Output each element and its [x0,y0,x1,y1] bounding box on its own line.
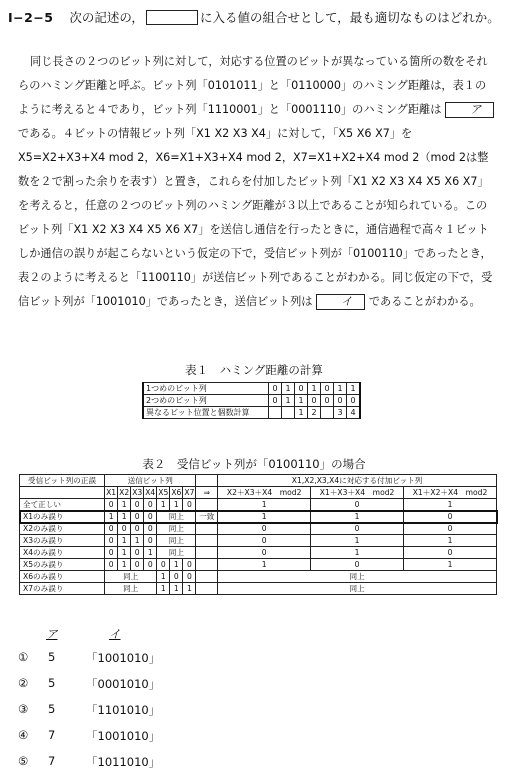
table1-cell: 1 [282,395,295,407]
table2-bit-cell: 0 [105,547,118,559]
table2-bit-cell: 1 [144,547,157,559]
choice-i-value: 「1011010」 [86,755,161,769]
table2-bit-cell: 1 [170,499,183,511]
table2-same-cell: 同上 [157,511,196,523]
paragraph-part-1: 同じ長さの２つのビット列に対して，対応する位置のビットが異なっている箇所の数をそれらのハミング距離と呼ぶ。ビット列「0101011」と「0110000」のハミング距離は，表１のように考えると４であり，ビット列「1110001」と「0001110」のハミング距離は [18,55,488,116]
table2-bit-cell: 0 [105,499,118,511]
table2-arrow-cell [196,547,218,559]
table1-row-label: 1つめのビット列 [143,383,269,395]
col-parity-bits: X1,X2,X3,X4に対応する付加ビット列 [218,475,497,487]
table2-parity-cell: 1 [404,535,497,547]
choice-i-value: 「1001010」 [86,651,161,665]
table2-parity-cell: 0 [404,547,497,559]
table2-arrow-cell [196,523,218,535]
table1-cell: 0 [295,383,308,395]
table2-match-cell: 一致 [196,511,218,523]
table2-arrow-cell [196,559,218,571]
table2-bit-cell: 0 [157,559,170,571]
table1-row [143,407,360,419]
table2-same-cell: 同上 [157,535,196,547]
hdr-bit: X5 [158,488,169,497]
table2-row-label: X7のみ誤り [20,583,105,595]
table2-row [20,523,497,535]
table1-cell: 1 [347,383,361,395]
table2-parity-cell: 0 [404,523,497,535]
hdr-arrow: ⇒ [196,487,218,499]
hdr-bit: X6 [171,488,182,497]
table1-cell: 0 [334,395,347,407]
col-correctness: 受信ビット列の正誤 [20,475,105,487]
hdr-bit: X3 [132,488,143,497]
table2-bit-cell: 1 [157,571,170,583]
table2-row [20,583,497,595]
table2-row [20,571,497,583]
table2-same-cell: 同上 [157,523,196,535]
table2-row-label: X2のみ誤り [20,523,105,535]
table1-cell: 2 [308,407,321,419]
choice-number: ④ [18,728,29,742]
table2-bit-cell: 0 [118,523,131,535]
table2-bit-cell: 0 [144,535,157,547]
choice-a-value: 5 [48,650,56,664]
table2-bit-cell: 0 [131,559,144,571]
table2-parity-cell: 1 [311,535,404,547]
table1-cell: 0 [269,395,282,407]
table1-cell: 1 [282,383,295,395]
table2-parity-cell: 1 [404,559,497,571]
table2-parity-cell: 0 [218,523,311,535]
hdr-bit: X7 [184,488,195,497]
table2-bit-cell: 1 [131,535,144,547]
table2-row-label: X6のみ誤り [20,571,105,583]
choice-a-value: 7 [48,728,56,742]
table2-row-label: X5のみ誤り [20,559,105,571]
table2-row [20,511,497,523]
table2-parity-cell: 0 [311,559,404,571]
table2-parity-cell: 0 [404,511,497,523]
table2-row-label: X3のみ誤り [20,535,105,547]
table2-same-cell: 同上 [105,583,157,595]
hdr-bit: X2 [119,488,130,497]
table2-parity-cell: 1 [311,547,404,559]
table2-bit-cell: 1 [118,547,131,559]
table2-row [20,559,497,571]
choices-header-i: イ [109,627,121,641]
table2-same-cell: 同上 [218,571,497,583]
table1-cell [282,407,295,419]
choice-a-value: 5 [48,676,56,690]
table2-parity-cell: 0 [218,535,311,547]
question-number: I−2−5 [8,10,54,25]
question-text-before: 次の記述の， [69,10,144,25]
table2-parity-cell: 1 [218,559,311,571]
paragraph-part-2: である。４ビットの情報ビット列「X1 X2 X3 X4」に対して，「X5 X6 X7」を X5=X2+X3+X4 mod 2，X6=X1+X3+X4 mod 2，X7=X1+X2+X4 mod 2（mod 2は整数を２で割った余りを表す）と置き，これらを付加したビット列「X1 X2 X3 X4 X5 X6 X7」を考えると，任意の２つのビット列のハミング距離が３以上であることが知られている。このビット列「X1 X2 X3 X4 X5 X6 X7」を送信し通信を行ったときに，通信過程で高々１ビットしか通信の誤りが起こらないという仮定の下で，受信ビット列が「0100110」であったとき，表２のように考えると「1100110」が送信ビット列であることがわかる。同じ仮定の下で，受信ビット列が「1001010」であったとき，送信ビット列は [18,127,493,308]
table2-row [20,547,497,559]
table2-bit-cell: 0 [183,499,196,511]
table1-row-label: 2つめのビット列 [143,395,269,407]
blank-i: イ [316,294,365,310]
choice-a-value: 7 [48,754,56,768]
received-bits-table [19,474,497,595]
table2-bit-cell: 1 [170,559,183,571]
table1-cell: 0 [321,395,334,407]
hamming-distance-table [142,382,361,419]
choice-number: ② [18,676,29,690]
table2-bit-cell: 1 [105,511,118,523]
table1-cell: 0 [308,395,321,407]
hdr-parity-1: X2＋X3＋X4 mod2 [218,487,311,499]
table1-row [143,383,360,395]
blank-a: ア [445,102,494,118]
choice-i-value: 「0001010」 [86,677,161,691]
table2-row [20,535,497,547]
choice-number: ① [18,650,29,664]
table2-same-cell: 同上 [157,547,196,559]
table2-bit-cell: 1 [157,499,170,511]
table1-row-label: 異なるビット位置と個数計算 [143,407,269,419]
table2-bit-cell: 0 [144,499,157,511]
question-text-after: に入る値の組合せとして，最も適切なものはどれか。 [199,10,500,25]
table1-row [143,395,360,407]
choice-number: ⑤ [18,754,29,768]
table2-parity-cell: 1 [404,499,497,511]
choices-header-a: ア [46,627,58,641]
table1-cell [321,407,334,419]
table2-row-label: X1のみ誤り [20,511,105,523]
col-sent-bits: 送信ビット列 [105,475,196,487]
table2-bit-cell: 1 [157,583,170,595]
table2-bit-cell: 0 [105,523,118,535]
table2-bit-cell: 0 [144,511,157,523]
hdr-bit: X4 [145,488,156,497]
hdr-parity-2: X1＋X3＋X4 mod2 [311,487,404,499]
table2-bit-cell: 0 [105,535,118,547]
table2-bit-cell: 0 [144,523,157,535]
table1-cell: 0 [347,395,361,407]
table2-bit-cell: 0 [131,499,144,511]
table1-cell: 3 [334,407,347,419]
table1-cell: 1 [295,395,308,407]
table2-row-label: X4のみ誤り [20,547,105,559]
table2-row-label: 全て正しい [20,499,105,511]
table2-parity-cell: 1 [218,511,311,523]
table2-same-cell: 同上 [218,583,497,595]
table2-row [20,499,497,511]
table2-parity-cell: 0 [311,523,404,535]
answer-blank [146,10,198,25]
table2-bit-cell: 1 [118,499,131,511]
table2-parity-cell: 1 [311,511,404,523]
table1-cell: 1 [308,383,321,395]
table1-cell: 1 [334,383,347,395]
choice-number: ③ [18,702,29,716]
table2-bit-cell: 0 [105,559,118,571]
table2-bit-cell: 0 [131,547,144,559]
table1-cell: 0 [321,383,334,395]
hdr-parity-3: X1＋X2＋X4 mod2 [404,487,497,499]
table2-bit-cell: 0 [183,559,196,571]
table2-bit-cell: 0 [131,511,144,523]
table2-bit-cell: 1 [118,511,131,523]
table2-bit-cell: 1 [183,583,196,595]
table2-bit-cell: 1 [118,535,131,547]
choice-a-value: 5 [48,702,56,716]
question-header [8,8,500,26]
table2-arrow-cell [196,499,218,511]
table2-same-cell: 同上 [105,571,157,583]
table2-bit-cell: 1 [118,559,131,571]
table1-cell: 0 [269,383,282,395]
table1-cell: 1 [295,407,308,419]
table2-title: 表２ 受信ビット列が「0100110」の場合 [142,457,366,471]
problem-paragraph [18,50,496,314]
table2-arrow-cell [196,583,218,595]
table1-cell: 4 [347,407,361,419]
table1-cell [269,407,282,419]
table2-bit-cell: 0 [183,571,196,583]
table2-parity-cell: 0 [311,499,404,511]
table2-arrow-cell [196,571,218,583]
table2-bit-cell: 1 [170,583,183,595]
table2-parity-cell: 0 [218,547,311,559]
table2-bit-cell: 0 [170,571,183,583]
table1-title: 表１ ハミング距離の計算 [185,363,323,377]
table2-arrow-cell [196,535,218,547]
paragraph-part-3: であることがわかる。 [368,295,481,308]
choice-i-value: 「1101010」 [86,703,161,717]
choice-i-value: 「1001010」 [86,729,161,743]
hdr-bit: X1 [106,488,117,497]
table2-parity-cell: 1 [218,499,311,511]
table2-bit-cell: 0 [131,523,144,535]
table2-bit-cell: 0 [144,559,157,571]
